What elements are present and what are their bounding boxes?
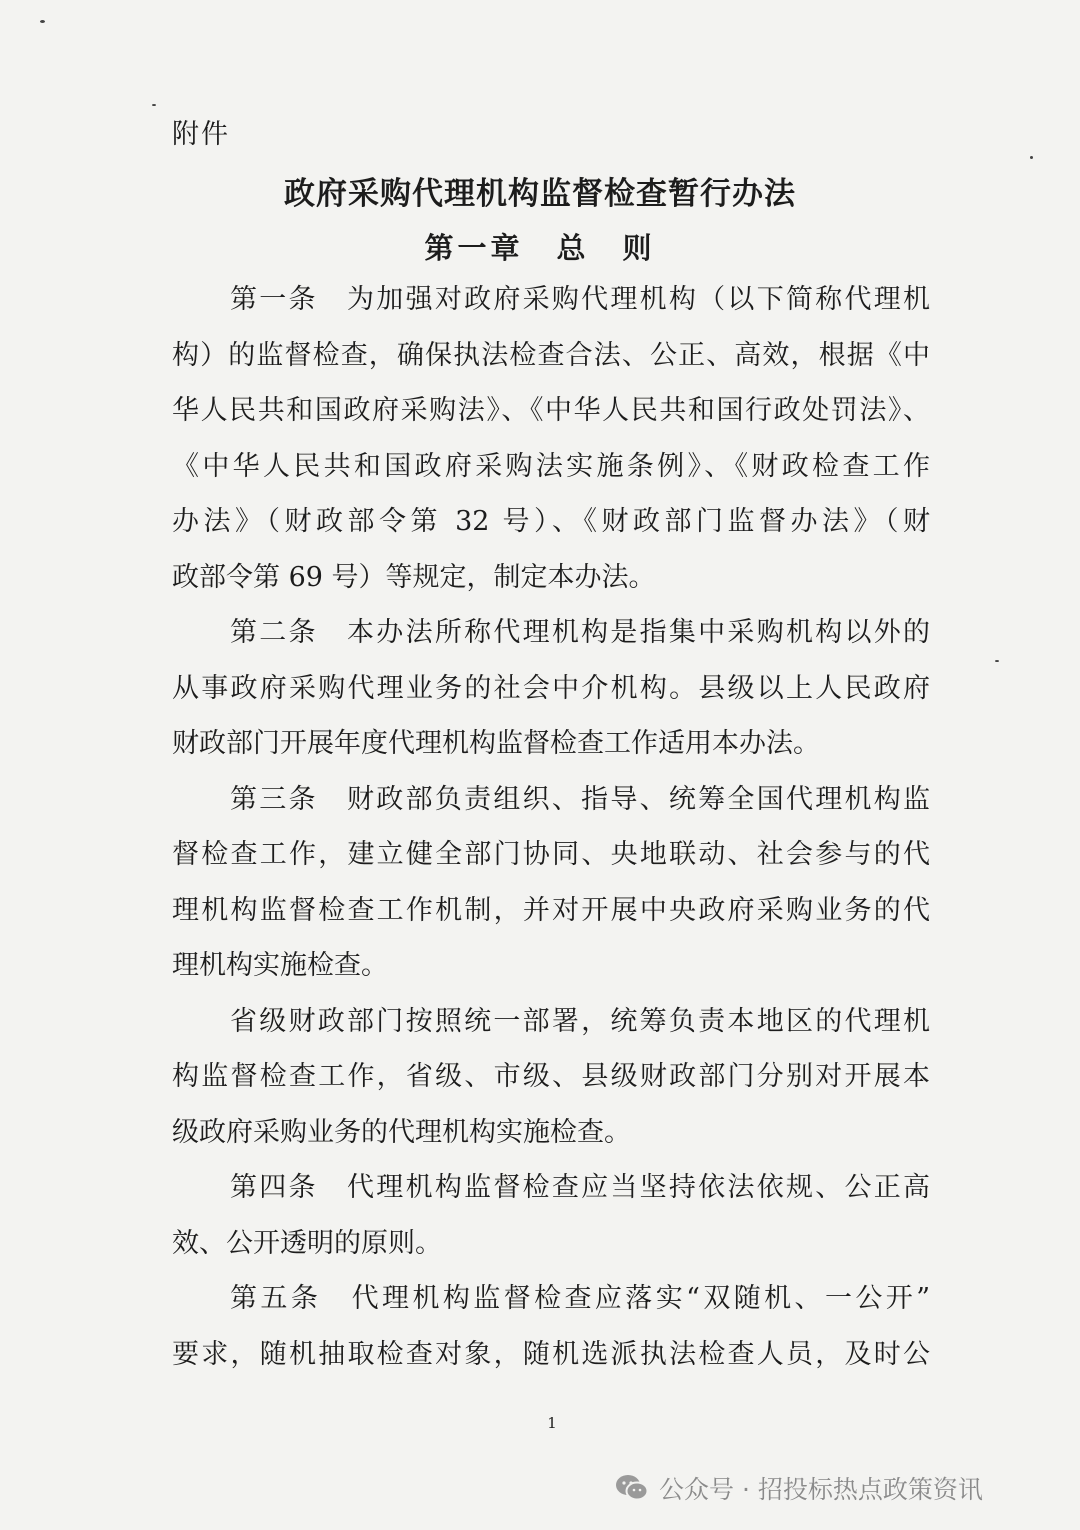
text-line: 督检查工作，建立健全部门协同、央地联动、社会参与的代 bbox=[172, 839, 930, 870]
text-line: 《中华人民共和国政府采购法实施条例》、《财政检查工作 bbox=[172, 450, 930, 482]
scan-speck bbox=[1030, 156, 1033, 159]
text-line: 级政府采购业务的代理机构实施检查。 bbox=[172, 1116, 631, 1148]
watermark-text: 公众号 · 招投标热点政策资讯 bbox=[659, 1475, 983, 1504]
text-line: 第四条 代理机构监督检查应当坚持依法依规、公正高 bbox=[230, 1172, 930, 1203]
text-line: 构）的监督检查，确保执法检查合法、公正、高效，根据《中 bbox=[172, 339, 930, 371]
text-line: 办法》（财政部令第 32 号）、《财政部门监督办法》（财 bbox=[172, 506, 930, 537]
text-line: 效、公开透明的原则。 bbox=[172, 1227, 442, 1259]
text-line: 构监督检查工作，省级、市级、县级财政部门分别对开展本 bbox=[172, 1061, 930, 1092]
body-text bbox=[172, 272, 930, 1382]
scan-speck bbox=[152, 104, 156, 106]
chapter-heading: 第一章 总 则 bbox=[424, 231, 656, 265]
text-line: 财政部门开展年度代理机构监督检查工作适用本办法。 bbox=[172, 728, 820, 759]
document-title: 政府采购代理机构监督检查暂行办法 bbox=[284, 176, 796, 212]
text-line: 第五条 代理机构监督检查应落实“双随机、一公开” bbox=[230, 1283, 930, 1314]
text-line: 从事政府采购代理业务的社会中介机构。县级以上人民政府 bbox=[172, 672, 930, 704]
scan-speck bbox=[995, 660, 999, 662]
text-line: 第二条 本办法所称代理机构是指集中采购机构以外的 bbox=[230, 617, 930, 648]
scan-speck bbox=[40, 20, 45, 23]
wechat-icon bbox=[615, 1473, 649, 1503]
text-line: 要求，随机抽取检查对象，随机选派执法检查人员，及时公 bbox=[172, 1338, 930, 1370]
text-line: 省级财政部门按照统一部署，统筹负责本地区的代理机 bbox=[230, 1005, 930, 1037]
text-line: 理机构监督检查工作机制，并对开展中央政府采购业务的代 bbox=[172, 894, 930, 926]
attachment-label: 附件 bbox=[172, 119, 230, 150]
page-number: 1 bbox=[547, 1414, 557, 1432]
text-line: 理机构实施检查。 bbox=[172, 950, 388, 981]
text-line: 第一条 为加强对政府采购代理机构（以下简称代理机 bbox=[230, 284, 930, 315]
text-line: 第三条 财政部负责组织、指导、统筹全国代理机构监 bbox=[230, 783, 930, 815]
watermark bbox=[615, 1468, 983, 1508]
text-line: 政部令第 69 号）等规定，制定本办法。 bbox=[172, 561, 656, 593]
text-line: 华人民共和国政府采购法》、《中华人民共和国行政处罚法》、 bbox=[172, 395, 930, 426]
